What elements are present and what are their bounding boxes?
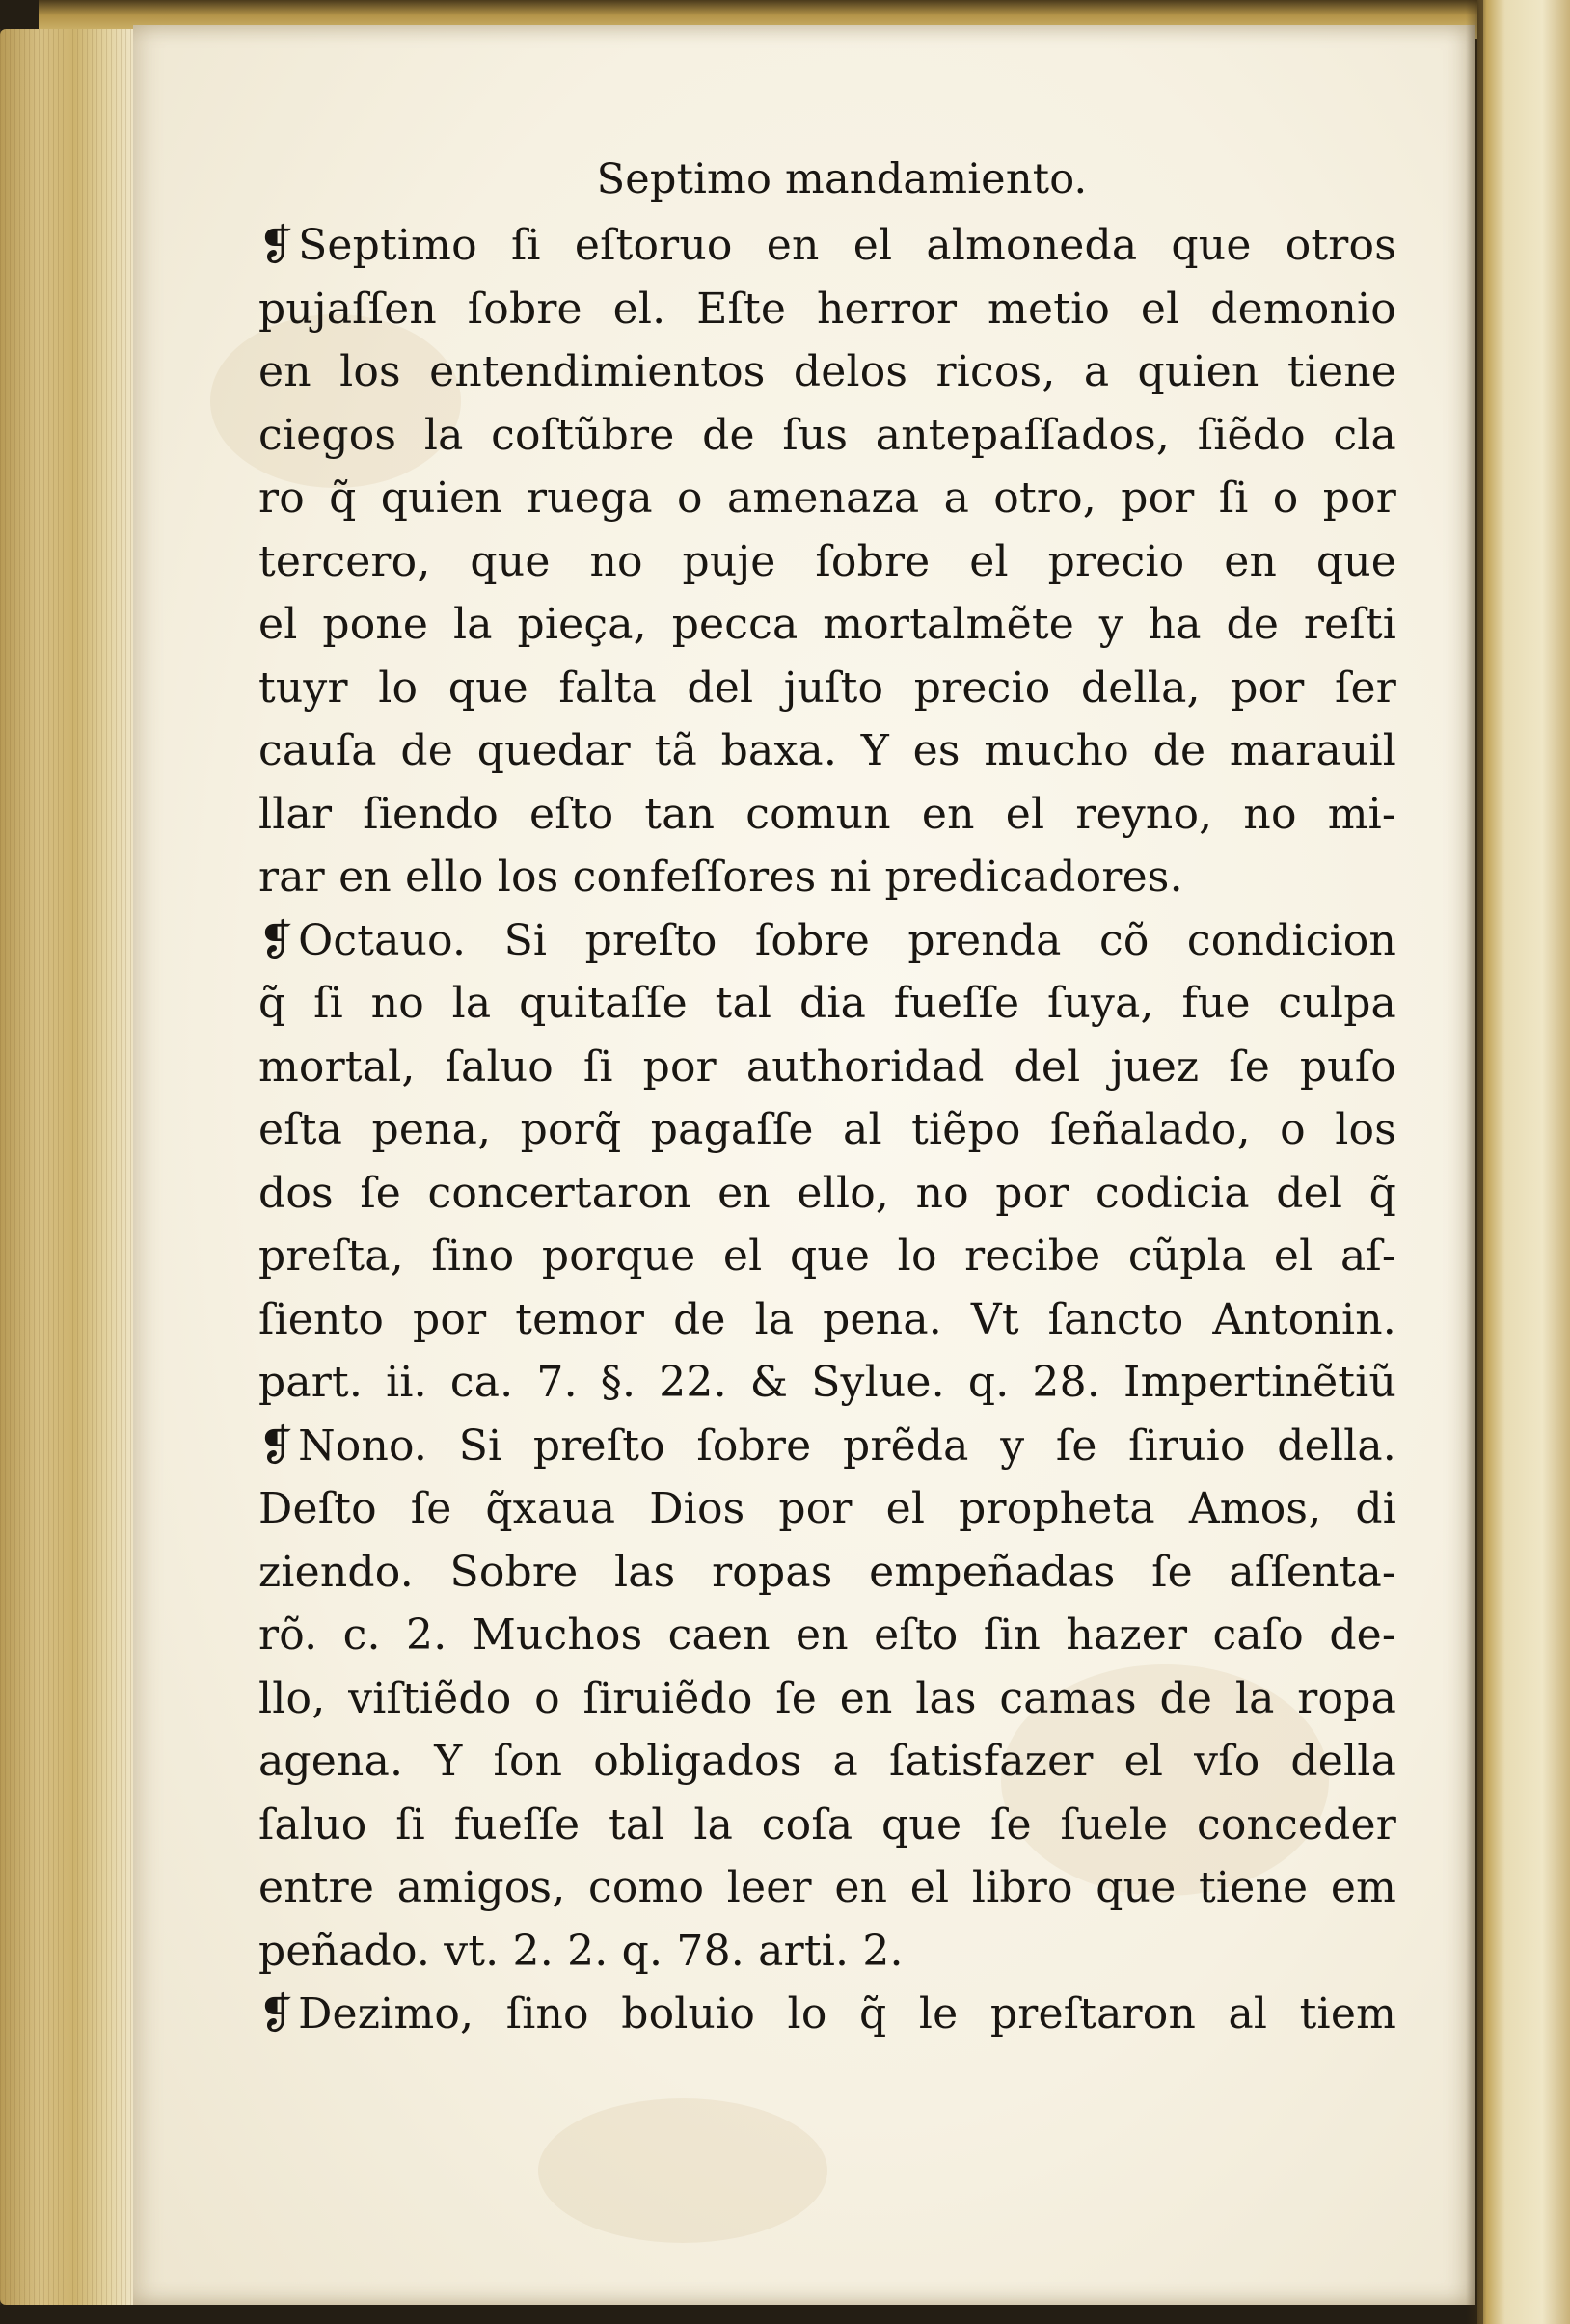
text-line-content: ſaluo ſi fueſſe tal la coſa que ſe ſuele conceder <box>258 1799 1396 1850</box>
text-line <box>258 783 1396 847</box>
text-line <box>258 1036 1396 1099</box>
gutter-shadow <box>1466 0 1483 2324</box>
text-line-content: q̃ ſi no la quitaſſe tal dia fueſſe ſuya, fue culpa <box>258 979 1396 1028</box>
text-line-content: llar ſiendo eſto tan comun en el reyno, no mi- <box>258 789 1396 839</box>
text-line <box>258 278 1396 341</box>
text-line-content: rõ. c. 2. Muchos caen en eſto ſin hazer caſo de- <box>258 1610 1396 1660</box>
text-line-content: dos ſe concertaron en ello, no por codicia del q̃ <box>258 1168 1396 1218</box>
text-line-content: tercero, que no puje ſobre el precio en que <box>258 536 1396 586</box>
text-line-content: llo, viſtiẽdo o ſiruiẽdo ſe en las camas de la ropa <box>258 1673 1396 1723</box>
text-line-content: entre amigos, como leer en el libro que tiene em <box>258 1863 1396 1912</box>
text-line <box>258 593 1396 657</box>
text-line <box>258 846 1396 909</box>
text-line <box>258 1541 1396 1605</box>
page-text <box>258 145 1396 2046</box>
text-line-content: agena. Y ſon obligados a ſatisfazer el vſo della <box>258 1737 1396 1786</box>
text-line <box>258 1604 1396 1667</box>
text-line-content: preſta, ſino porque el que lo recibe cũpla el aſ- <box>258 1231 1396 1281</box>
text-line <box>258 340 1396 404</box>
text-line-content: tuyr lo que falta del juſto precio della, por ſer <box>258 662 1396 713</box>
text-line-content: peñado. vt. 2. 2. q. 78. arti. 2. <box>258 1926 904 1976</box>
text-line-content: eſta pena, porq̃ pagaſſe al tiẽpo ſeñalado, o los <box>258 1105 1396 1154</box>
text-line <box>258 467 1396 530</box>
text-line <box>258 1920 1396 1984</box>
text-line-content: ro q̃ quien ruega o amenaza a otro, por ſi o por <box>258 473 1396 523</box>
text-line <box>258 719 1396 783</box>
text-line <box>258 214 1396 278</box>
text-line <box>258 1856 1396 1920</box>
text-line <box>258 1477 1396 1541</box>
text-line-content: ciegos la coſtũbre de ſus antepaſſados, ſiẽdo cla <box>258 410 1396 460</box>
text-line-content: mortal, ſaluo ſi por authoridad del juez ſe puſo <box>258 1041 1396 1092</box>
pilcrow-icon: ❡ <box>258 1989 295 2039</box>
text-line-content: rar en ello los confeſſores ni predicadores. <box>258 852 1183 902</box>
text-line-content: en los entendimientos delos ricos, a quien tiene <box>258 347 1396 396</box>
pilcrow-icon: ❡ <box>258 915 295 965</box>
text-line-content: el pone la pieça, pecca mortalmẽte y ha de reſti <box>258 600 1396 649</box>
text-line <box>258 1983 1396 2046</box>
text-line-content: Octauo. Si preſto ſobre prenda cõ condicion <box>298 915 1396 965</box>
book-fore-edge <box>0 29 135 2305</box>
text-line <box>258 1098 1396 1162</box>
text-line <box>258 657 1396 720</box>
text-line <box>258 1730 1396 1794</box>
text-line-content: cauſa de quedar tã baxa. Y es mucho de marauil <box>258 726 1396 775</box>
text-line <box>258 1225 1396 1288</box>
text-line <box>258 972 1396 1036</box>
text-line <box>258 1667 1396 1731</box>
text-line <box>258 909 1396 973</box>
text-line <box>258 1415 1396 1478</box>
text-line <box>258 1162 1396 1226</box>
text-line-content: Nono. Si preſto ſobre prẽda y ſe ſiruio della. <box>298 1420 1396 1471</box>
text-line-content: ſiento por temor de la pena. Vt ſancto Antonin. <box>258 1294 1396 1344</box>
text-line-content: pujaſſen ſobre el. Eſte herror metio el demonio <box>258 284 1396 334</box>
text-line <box>258 404 1396 468</box>
text-line-content: Septimo ſi eſtoruo en el almoneda que otros <box>298 221 1396 270</box>
pilcrow-icon: ❡ <box>258 221 295 270</box>
page-heading: Septimo mandamiento. <box>596 155 1088 203</box>
facing-page-edge <box>1477 0 1570 2324</box>
text-lines <box>258 214 1396 2046</box>
text-line <box>258 1288 1396 1352</box>
text-line <box>258 1794 1396 1857</box>
text-line <box>258 530 1396 594</box>
text-line-content: Dezimo, ſino boluio lo q̃ le preſtaron al tiem <box>298 1989 1396 2039</box>
pilcrow-icon: ❡ <box>258 1420 295 1471</box>
text-line-content: part. ii. ca. 7. §. 22. & Sylue. q. 28. Impertinẽtiũ <box>258 1358 1396 1407</box>
paper-stain <box>538 2098 827 2243</box>
text-line-content: Deſto ſe q̃xaua Dios por el propheta Amos, di <box>258 1484 1396 1533</box>
text-line <box>258 1351 1396 1415</box>
text-line-content: ziendo. Sobre las ropas empeñadas ſe aſſenta- <box>258 1547 1396 1597</box>
